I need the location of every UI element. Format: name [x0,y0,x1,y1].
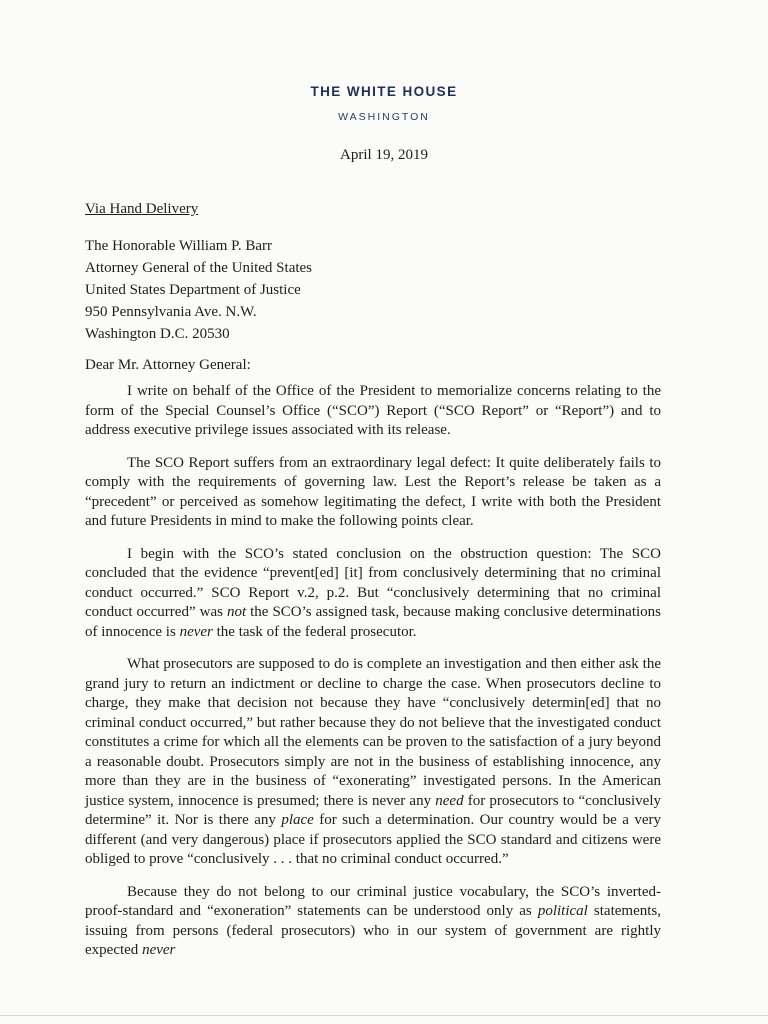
text-run: The SCO Report suffers from an extraordinary legal defect: It quite deliberately fails to comply with the requirements of governing law. Lest the Report’s release be taken as a “precedent” or perceived as somehow legitimating the defect, I write with both the President and future Presidents in mind to make the following points clear. [85,454,661,529]
address-line: United States Department of Justice [85,282,301,298]
text-run: What prosecutors are supposed to do is complete an investigation and then either ask the grand jury to return an indictment or decline to charge the case. When prosecutors decline to charge, they make that decision not because they have “conclusively determin[ed] that no criminal conduct occurred,” but rather because they do not believe that the investigated conduct constitutes a crime for which all the elements can be proven to the satisfaction of a jury beyond a reasonable doubt. Prosecutors simply are not in the business of establishing innocence, any more than they are in the business of “exonerating” investigated persons. In the American justice system, innocence is presumed; there is never any [85,656,661,809]
body-paragraph [85,382,661,441]
scan-edge-divider [0,1015,768,1016]
recipient-address [85,235,312,345]
address-line: The Honorable William P. Barr [85,238,272,254]
emphasis-text: not [226,604,247,620]
emphasis-text: place [281,812,314,828]
emphasis-text: political [537,903,588,919]
body-paragraph [85,545,661,643]
text-run: statements, issuing from persons (federal prosecutors) who in our system of government are rightly expected [85,903,661,958]
salutation: Dear Mr. Attorney General: [85,357,251,373]
text-run: for prosecutors to “conclusively determine” it. Nor is there any [85,792,661,828]
text-run: the SCO’s assigned task, because making conclusive determinations of innocence is [85,604,661,640]
delivery-method: Via Hand Delivery [85,201,199,217]
text-run: Because they do not belong to our criminal justice vocabulary, the SCO’s inverted-proof-standard and “exoneration” statements can be understood only as [85,883,661,919]
text-run: the task of the federal prosecutor. [212,623,417,640]
body-paragraph [85,655,661,870]
address-line: 950 Pennsylvania Ave. N.W. [85,304,257,320]
emphasis-text: never [179,623,213,640]
letterhead-subtitle: WASHINGTON [338,111,430,123]
body-paragraph [85,454,661,532]
letter-body [85,382,661,972]
emphasis-text: need [435,792,464,809]
letterhead-title: THE WHITE HOUSE [310,84,458,99]
body-paragraph [85,883,661,961]
address-line: Attorney General of the United States [85,260,313,276]
letter-date: April 19, 2019 [340,147,428,163]
emphasis-text: never [142,942,176,958]
text-run: for such a determination. Our country would be a very different (and very dangerous) place if prosecutors applied the SCO standard and citizens were obliged to prove “conclusively . . . that no criminal conduct occurred.” [85,812,661,867]
text-run: I begin with the SCO’s stated conclusion on the obstruction question: The SCO concluded that the evidence “prevent[ed] [it] from conclusively determining that no criminal conduct occurred.” SCO Report v.2, p.2. But “conclusively determining that no criminal conduct occurred” was [85,545,661,620]
text-run: I write on behalf of the Office of the President to memorialize concerns relating to the form of the Special Counsel’s Office (“SCO”) Report (“SCO Report” or “Report”) and to address executive privilege issues associated with its release. [85,383,661,438]
address-line: Washington D.C. 20530 [85,326,230,342]
